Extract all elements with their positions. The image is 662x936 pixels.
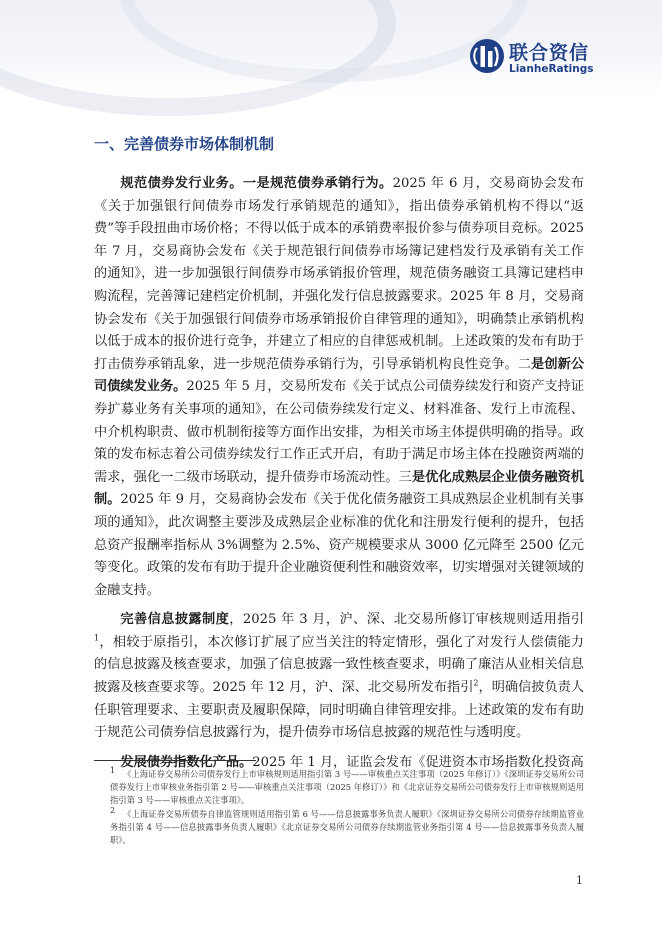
logo-english-name: LianheRatings	[509, 63, 594, 75]
footnotes	[110, 768, 584, 846]
bold-lead: 规范债券发行业务。一是规范债券承销行为。	[120, 176, 393, 191]
bold-lead: 是优化成熟层企业债务融资机制。	[94, 469, 584, 508]
body-text: ，相较于原指引，本次修订扩展了应当关注的特定情形，强化了对发行人偿债能力的信息披露及核查要求，加强了信息披露一致性核查要求，明确了廉洁从业相关信息披露及核查要求等。2025 年 12 月，沪、深、北交易所发布指引	[94, 634, 584, 696]
body-content	[94, 173, 584, 774]
page-number: 1	[576, 874, 583, 887]
footnote-ref[interactable]: 1	[94, 633, 100, 643]
logo-chinese-name: 联合资信	[509, 42, 590, 64]
body-text: ，明确信披负责人任职管理要求、主要职责及履职保障，同时明确自律管理安排。上述政策的发布有助于规范公司债券信息披露行为，提升债券市场信息披露的规范性与透明度。	[94, 680, 585, 741]
lianhe-logo-icon	[469, 38, 505, 74]
section-title: 一、完善债券市场体制机制	[94, 135, 275, 153]
body-text: 2025 年 5 月，交易所发布《关于试点公司债券续发行和资产支持证券扩募业务有关事项的通知》，在公司债券续发行定义、材料准备、发行上市流程、中介机构职责、做市机制衔接等方面作出安排，为相关市场主体提供明确的指导。政策的发布标志着公司债券续发行工作正式开启，有助于满足市场主体在投融资两端的需求，强化一二级市场联动，提升债券市场流动性。三	[94, 379, 584, 485]
lianhe-logo	[469, 38, 639, 82]
footnote-ref[interactable]: 2	[473, 678, 479, 688]
bold-lead: 完善信息披露制度	[120, 612, 230, 628]
paragraph-disclosure	[94, 609, 584, 745]
footnote-divider	[94, 760, 256, 761]
body-text: 2025 年 1 月，证监会发布《促进资本市场指数化投资高	[252, 754, 584, 770]
body-text: 2025 年 6 月，交易商协会发布《关于加强银行间债券市场发行承销规范的通知》，指出债券承销机构不得以“返费”等手段扭曲市场价格；不得以低于成本的承销费率报价参与债券项目竞标。2025 年 7 月，交易商协会发布《关于规范银行间债券市场簿记建档发行及承销有关工作的通知》，进一步加强银行间债券市场承销报价管理，规范债务融资工具簿记建档申购流程，完善簿记建档定价机制，并强化发行信息披露要求。2025 年 8 月，交易商协会发布《关于加强银行间债券市场承销报价自律管理的通知》，明确禁止承销机构以低于成本的报价进行竞争，并建立了相应的自律惩戒机制。上述政策的发布有助于打击债券承销乱象，进一步规范债券承销行为，引导承销机构良性竞争。二	[94, 176, 585, 372]
footnote: $^2$ 《上海证券交易所债券自律监管规则适用指引第 6 号——信息披露事务负责人履职》《深圳证券交易所公司债券存续期监管业务指引第 4 号——信息披露事务负责人履职》《北京证券交易所公司债券存续期监管业务指引第 4 号——信息披露事务负责人履职》。	[110, 805, 584, 845]
footnote-text: 《上海证券交易所公司债券发行上市审核规则适用指引第 3 号——审核重点关注事项（2025 年修订）》《深圳证券交易所公司债券发行上市审核业务指引第 2 号——审核重点关注事项（2025 年修订）》和《北京证券交易所公司债券发行上市审核规则适用指引第 3 号——审核重点关注事项》。	[110, 769, 584, 805]
footnote: $^1$ 《上海证券交易所公司债券发行上市审核规则适用指引第 3 号——审核重点关注事项（2025 年修订）》《深圳证券交易所公司债券发行上市审核业务指引第 2 号——审核重点关注事项（2025 年修订）》和《北京证券交易所公司债券发行上市审核规则适用指引第 3 号——审核重点关注事项》。	[110, 766, 584, 805]
body-text: ，2025 年 3 月，沪、深、北交易所修订审核规则适用指引	[229, 612, 585, 628]
paragraph-bond-issuance	[94, 173, 584, 602]
bold-lead: 是创新公司债续发业务。	[94, 356, 584, 395]
body-text: 2025 年 9 月，交易商协会发布《关于优化债务融资工具成熟层企业机制有关事项的通知》，此次调整主要涉及成熟层企业标准的优化和注册发行便利的提升，包括总资产报酬率指标从 3%调整为 2.5%、资产规模要求从 3000 亿元降至 2500 亿元等变化。政策的发布有助于提升企业融资便利性和融资效率，切实增强对关键领域的金融支持。	[94, 492, 585, 598]
footnote-text: 《上海证券交易所债券自律监管规则适用指引第 6 号——信息披露事务负责人履职》《深圳证券交易所公司债券存续期监管业务指引第 4 号——信息披露事务负责人履职》《北京证券交易所公司债券存续期监管业务指引第 4 号——信息披露事务负责人履职》。	[110, 808, 584, 845]
bold-lead: 发展债券指数化产品。	[120, 754, 253, 770]
